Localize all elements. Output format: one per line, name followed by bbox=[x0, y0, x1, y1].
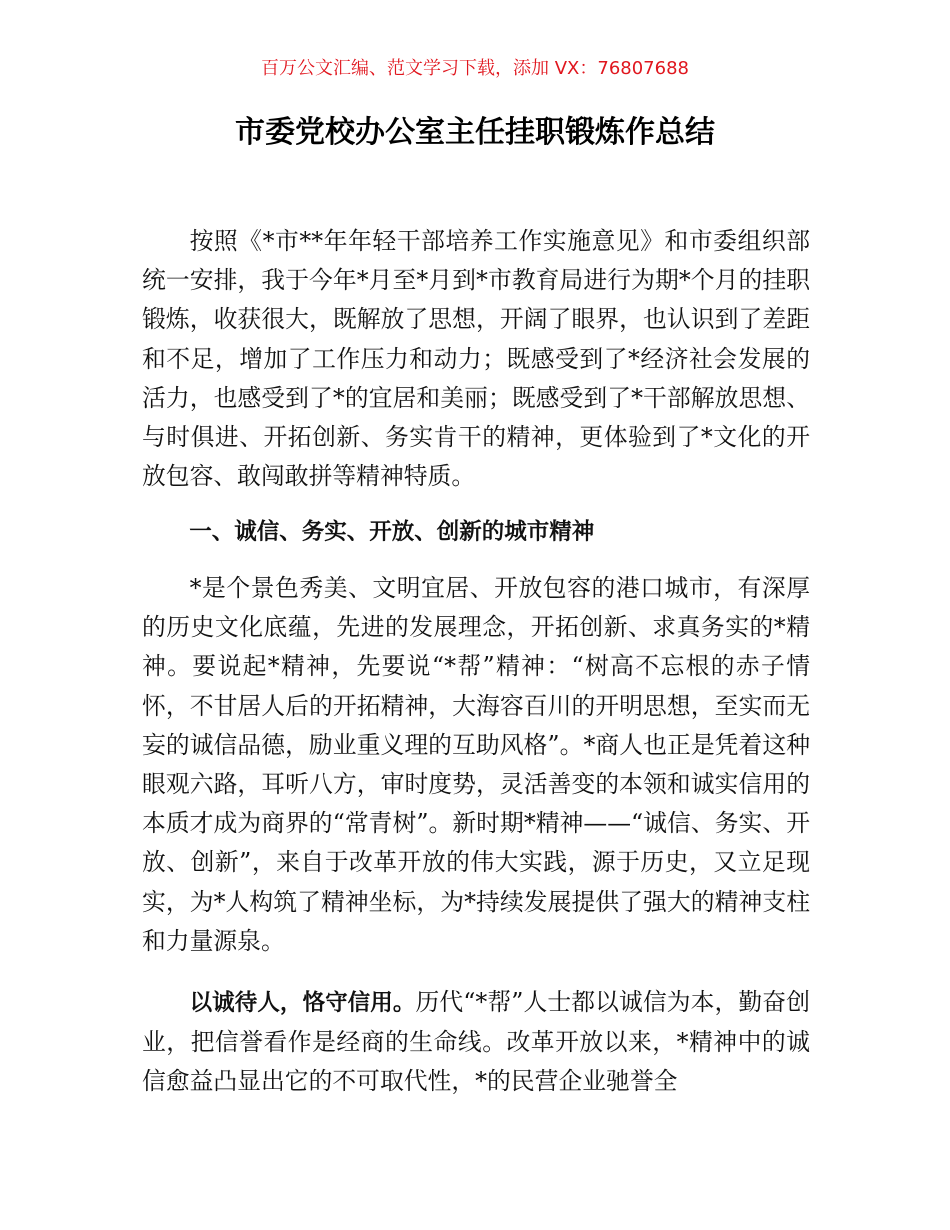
page-title: 市委党校办公室主任挂职锻炼作总结 bbox=[235, 115, 715, 150]
watermark-header: 百万公文汇编、范文学习下载，添加 VX：76807688 bbox=[261, 58, 689, 79]
paragraph-intro bbox=[142, 222, 810, 496]
paragraph-city-spirit bbox=[142, 569, 810, 961]
paragraph-integrity-text bbox=[142, 983, 810, 1102]
paragraph-integrity bbox=[142, 983, 810, 1102]
paragraph-intro-text: 按照《*市**年年轻干部培养工作实施意见》和市委组织部统一安排，我于今年*月至*月到*市教育局进行为期*个月的挂职锻炼，收获很大，既解放了思想，开阔了眼界，也认识到了差距和不足，增加了工作压力和动力；既感受到了*经济社会发展的活力，也感受到了*的宜居和美丽；既感受到了*干部解放思想、与时俱进、开拓创新、务实肯干的精神，更体验到了*文化的开放包容、敢闯敢拼等精神特质。 bbox=[142, 227, 810, 491]
paragraph-integrity-lead: 以诚待人，恪守信用。 bbox=[189, 990, 416, 1016]
paragraph-integrity-body: 历代“*帮”人士都以诚信为本，勤奋创业，把信誉看作是经商的生命线。改革开放以来，*精神中的诚信愈益凸显出它的不可取代性，*的民营企业驰誉全 bbox=[142, 988, 810, 1096]
section-heading-1: 一、诚信、务实、开放、创新的城市精神 bbox=[189, 519, 595, 545]
paragraph-city-spirit-text: *是个景色秀美、文明宜居、开放包容的港口城市，有深厚的历史文化底蕴，先进的发展理念，开拓创新、求真务实的*精神。要说起*精神，先要说“*帮”精神：“树高不忘根的赤子情怀，不甘居人后的开拓精神，大海容百川的开明思想，至实而无妄的诚信品德，励业重义理的互助风格”。*商人也正是凭着这种眼观六路，耳听八方，审时度势，灵活善变的本领和诚实信用的本质才成为商界的“常青树”。新时期*精神——“诚信、务实、开放、创新”，来自于改革开放的伟大实践，源于历史，又立足现实，为*人构筑了精神坐标，为*持续发展提供了强大的精神支柱和力量源泉。 bbox=[142, 574, 810, 955]
